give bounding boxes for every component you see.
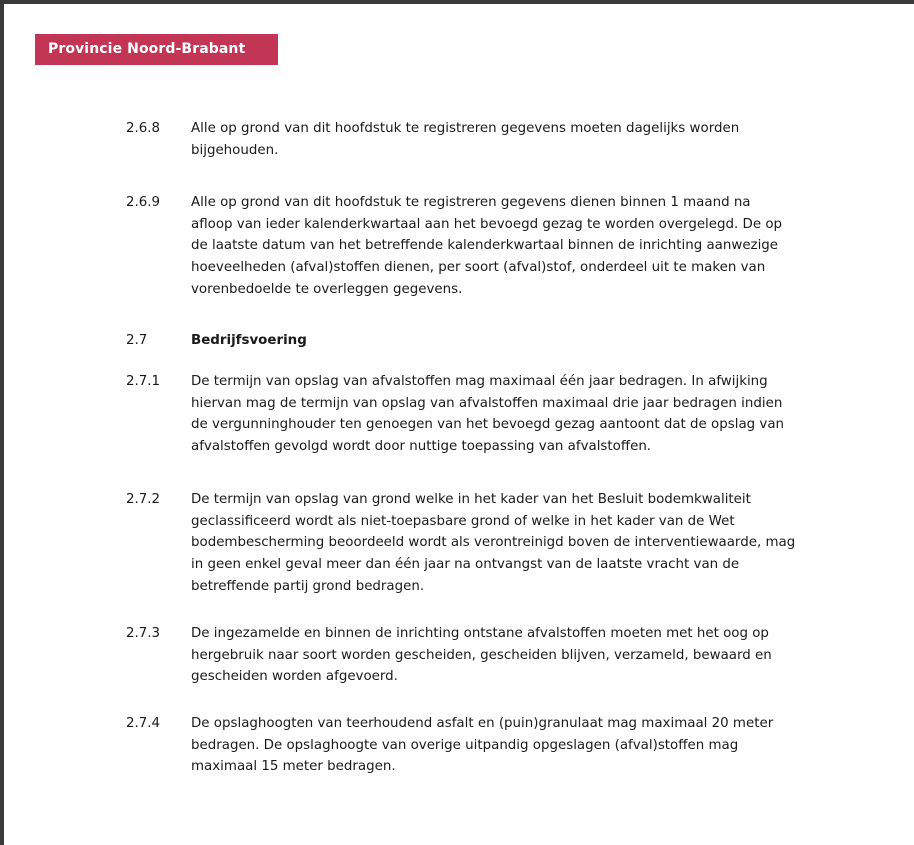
article-number: 2.6.9	[126, 195, 161, 210]
text-line: afloop van ieder kalenderkwartaal aan het bevoegd gezag te worden overgelegd. De op	[191, 216, 783, 232]
text-line: bijgehouden.	[191, 142, 279, 158]
text-line: de vergunninghouder ten genoegen van het bevoegd gezag aantoont dat de opslag van	[191, 417, 785, 433]
text-line: bedragen. De opslaghoogte van overige uitpandig opgeslagen (afval)stoffen mag	[191, 737, 739, 753]
article-text	[191, 623, 811, 688]
text-line: Alle op grond van dit hoofdstuk te registreren gegevens dienen binnen 1 maand na	[191, 195, 751, 210]
article-text	[191, 118, 811, 161]
article-number: 2.6.8	[126, 121, 161, 136]
text-line: betreffende partij grond bedragen.	[191, 578, 425, 594]
text-line: hoeveelheden (afval)stoffen dienen, per soort (afval)stof, onderdeel uit te maken van	[191, 260, 766, 276]
article-number: 2.7.4	[126, 716, 161, 731]
text-line: Alle op grond van dit hoofdstuk te registreren gegevens moeten dagelijks worden	[191, 121, 740, 136]
text-line: afvalstoffen gevolgd wordt door nuttige toepassing van afvalstoffen.	[191, 439, 652, 455]
text-line: maximaal 15 meter bedragen.	[191, 759, 396, 775]
section-number: 2.7	[126, 333, 148, 348]
article-text	[191, 489, 811, 598]
text-line: vorenbedoelde te overleggen gegevens.	[191, 281, 463, 297]
province-brand-banner: Provincie Noord-Brabant	[35, 34, 278, 65]
text-line: hergebruik naar soort worden gescheiden, gescheiden blijven, verzameld, bewaard en	[191, 647, 772, 663]
section-title: Bedrijfsvoering	[191, 333, 307, 348]
text-line: geclassificeerd wordt als niet-toepasbare grond of welke in het kader van de Wet	[191, 513, 735, 529]
text-line: De termijn van opslag van afvalstoffen mag maximaal één jaar bedragen. In afwijking	[191, 374, 768, 389]
article-text	[191, 192, 811, 301]
text-line: De ingezamelde en binnen de inrichting ontstane afvalstoffen moeten met het oog op	[191, 626, 769, 641]
text-line: De termijn van opslag van grond welke in het kader van het Besluit bodemkwaliteit	[191, 492, 751, 507]
text-line: in geen enkel geval meer dan één jaar na ontvangst van de laatste vracht van de	[191, 557, 740, 573]
article-number: 2.7.1	[126, 374, 161, 389]
text-line: gescheiden worden afgevoerd.	[191, 669, 398, 685]
article-text	[191, 371, 811, 458]
article-text	[191, 713, 811, 778]
article-number: 2.7.2	[126, 492, 161, 507]
article-number: 2.7.3	[126, 626, 161, 641]
text-line: De opslaghoogten van teerhoudend asfalt en (puin)granulaat mag maximaal 20 meter	[191, 716, 774, 731]
text-line: hiervan mag de termijn van opslag van afvalstoffen maximaal drie jaar bedragen indien	[191, 395, 783, 411]
text-line: de laatste datum van het betreffende kalenderkwartaal binnen de inrichting aanwezige	[191, 238, 779, 254]
text-line: bodembescherming beoordeeld wordt als verontreinigd boven de interventiewaarde, mag	[191, 535, 796, 551]
